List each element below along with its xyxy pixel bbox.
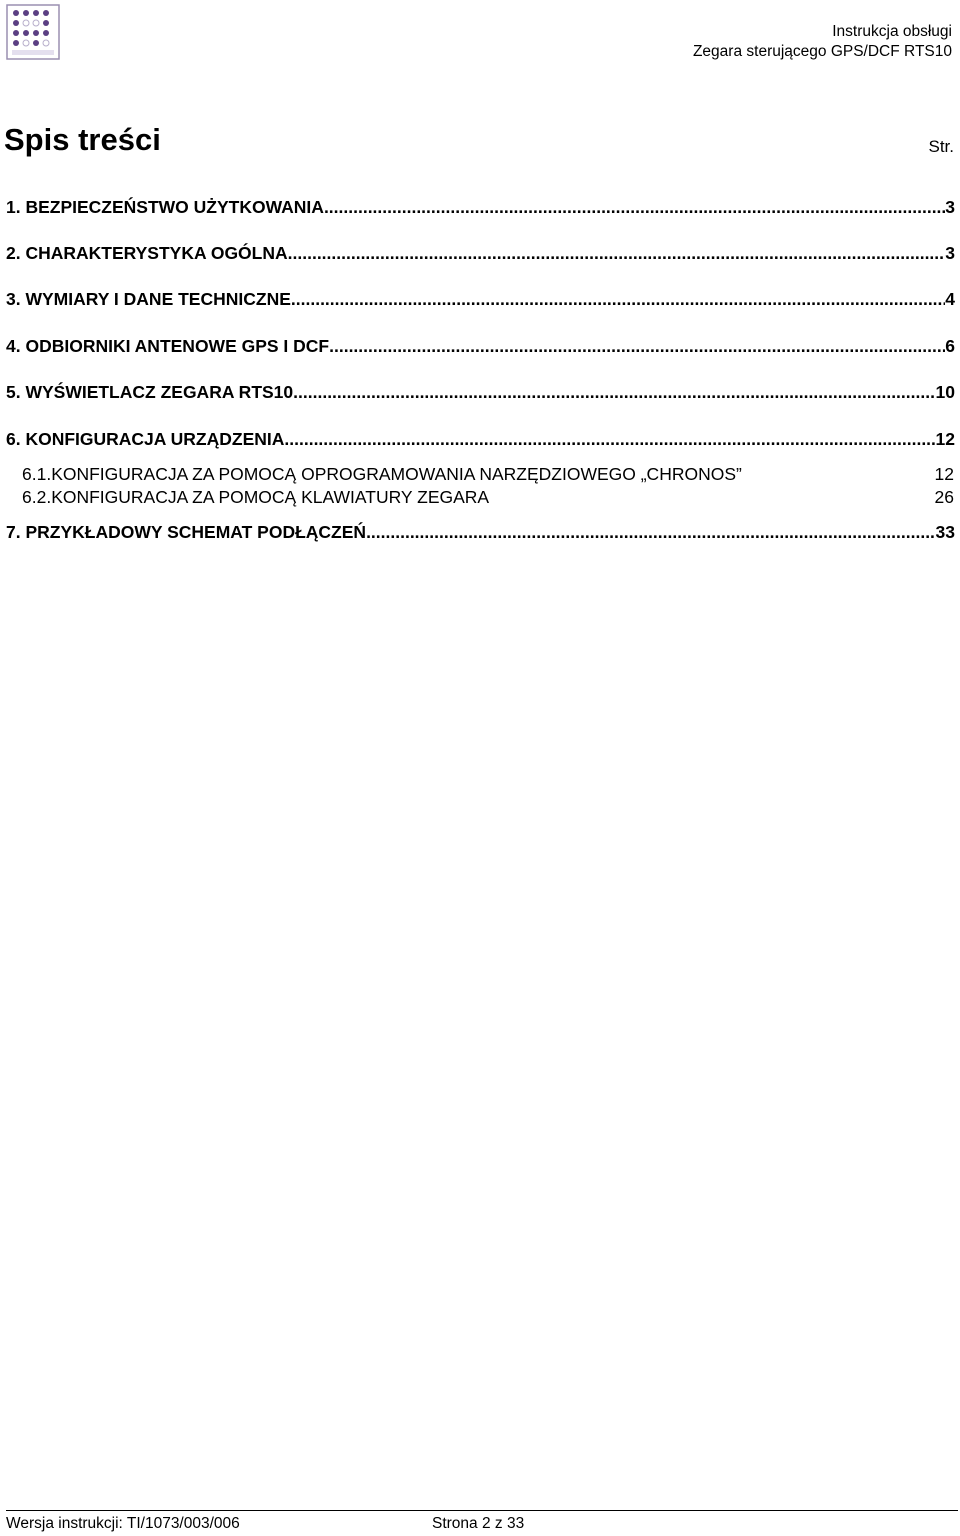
- toc-entry-label: 1. BEZPIECZEŃSTWO UŻYTKOWANIA: [6, 197, 324, 217]
- toc-subentry-page: 12: [934, 464, 954, 484]
- header-subtitle: Zegara sterującego GPS/DCF RTS10: [692, 43, 952, 60]
- toc-entry-page: 33: [935, 522, 955, 542]
- toc-leader-dots: [291, 289, 945, 310]
- toc-entry-page: 10: [935, 382, 955, 402]
- toc-subentry[interactable]: [22, 464, 954, 485]
- page-column-label: Str.: [928, 137, 954, 156]
- toc-entry-page: 4: [945, 289, 955, 309]
- footer-version: Wersja instrukcji: TI/1073/003/006: [6, 1515, 240, 1532]
- toc-entry-page: 12: [935, 429, 955, 449]
- toc-entry-label: 3. WYMIARY I DANE TECHNICZNE: [6, 289, 291, 309]
- toc-entry-label: 2. CHARAKTERYSTYKA OGÓLNA: [6, 243, 288, 263]
- toc-subentry-label: 6.1.KONFIGURACJA ZA POMOCĄ OPROGRAMOWANIA NARZĘDZIOWEGO „CHRONOS”: [22, 464, 742, 484]
- toc-entry[interactable]: [6, 382, 955, 403]
- document-header: [693, 22, 952, 62]
- toc-entry-label: 4. ODBIORNIKI ANTENOWE GPS I DCF: [6, 336, 330, 356]
- toc-entry-page: 3: [945, 197, 955, 217]
- toc-leader-dots: [293, 382, 935, 403]
- toc-entry[interactable]: [6, 336, 955, 357]
- toc-entry-page: 6: [945, 336, 955, 356]
- toc-entry-label: 7. PRZYKŁADOWY SCHEMAT PODŁĄCZEŃ: [6, 522, 367, 542]
- toc-entry[interactable]: [6, 197, 955, 218]
- toc-subentry[interactable]: [22, 487, 954, 508]
- toc-entry[interactable]: [6, 243, 955, 264]
- header-title: Instrukcja obsługi: [832, 23, 952, 40]
- toc-subentry-label: 6.2.KONFIGURACJA ZA POMOCĄ KLAWIATURY ZEGARA: [22, 487, 490, 507]
- toc-leader-dots: [329, 336, 945, 357]
- footer-divider: [6, 1510, 958, 1511]
- toc-entry-label: 6. KONFIGURACJA URZĄDZENIA: [6, 429, 285, 449]
- toc-entry-page: 3: [945, 243, 955, 263]
- toc-entry-label: 5. WYŚWIETLACZ ZEGARA RTS10: [6, 382, 294, 402]
- toc-entry[interactable]: [6, 429, 955, 450]
- toc-subentry-page: 26: [934, 487, 954, 507]
- toc-leader-dots: [288, 243, 946, 264]
- toc-title: Spis treści: [4, 122, 161, 157]
- toc-leader-dots: [324, 197, 945, 218]
- toc-leader-dots: [284, 429, 935, 450]
- company-logo-icon: [6, 4, 60, 60]
- footer-page-number: Strona 2 z 33: [432, 1515, 525, 1532]
- toc-entry[interactable]: [6, 289, 955, 310]
- toc-entry[interactable]: [6, 522, 955, 543]
- toc-leader-dots: [366, 522, 935, 543]
